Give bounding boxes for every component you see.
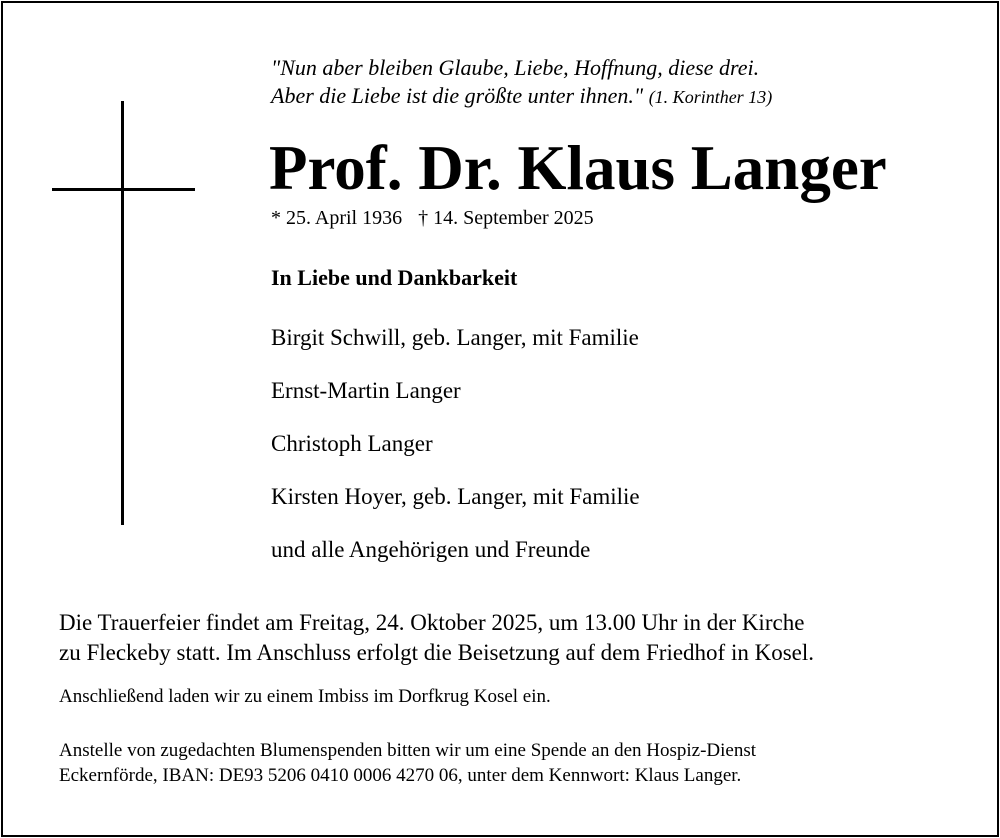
- donation-request: [59, 738, 979, 788]
- mourner-item: und alle Angehörigen und Freunde: [271, 537, 591, 562]
- mourner-item: Birgit Schwill, geb. Langer, mit Familie: [271, 325, 639, 350]
- cross-horizontal-bar: [52, 188, 195, 191]
- quote-line-2-text: Aber die Liebe ist die größte unter ihnen.": [271, 83, 644, 108]
- death-date: † 14. September 2025: [418, 207, 594, 229]
- quote-reference: (1. Korinther 13): [648, 87, 773, 107]
- quote-line-2: [271, 82, 971, 111]
- mourner-item: Kirsten Hoyer, geb. Langer, mit Familie: [271, 484, 640, 509]
- bible-quote: [271, 54, 971, 111]
- life-dates: [271, 205, 971, 231]
- reception-invitation: Anschließend laden wir zu einem Imbiss im Dorfkrug Kosel ein.: [59, 686, 551, 707]
- mourner-item: Ernst-Martin Langer: [271, 378, 461, 403]
- deceased-name: Prof. Dr. Klaus Langer: [269, 133, 887, 203]
- mourner-item: Christoph Langer: [271, 431, 433, 456]
- donation-line-1: Anstelle von zugedachten Blumenspenden bitten wir um eine Spende an den Hospiz-Dienst: [59, 740, 757, 761]
- cross-vertical-bar: [121, 101, 124, 525]
- obituary-notice: [1, 1, 999, 837]
- birth-date: * 25. April 1936: [271, 207, 403, 229]
- dedication-heading: In Liebe und Dankbarkeit: [271, 265, 518, 290]
- quote-line-1: "Nun aber bleiben Glaube, Liebe, Hoffnung, diese drei.: [271, 55, 760, 80]
- donation-line-2: Eckernförde, IBAN: DE93 5206 0410 0006 4270 06, unter dem Kennwort: Klaus Langer.: [59, 765, 742, 786]
- funeral-service-info: [59, 608, 979, 668]
- funeral-service-line-1: Die Trauerfeier findet am Freitag, 24. Oktober 2025, um 13.00 Uhr in der Kirche: [59, 610, 805, 635]
- mourners-list: [271, 323, 640, 588]
- funeral-service-line-2: zu Fleckeby statt. Im Anschluss erfolgt die Beisetzung auf dem Friedhof in Kosel.: [59, 640, 815, 665]
